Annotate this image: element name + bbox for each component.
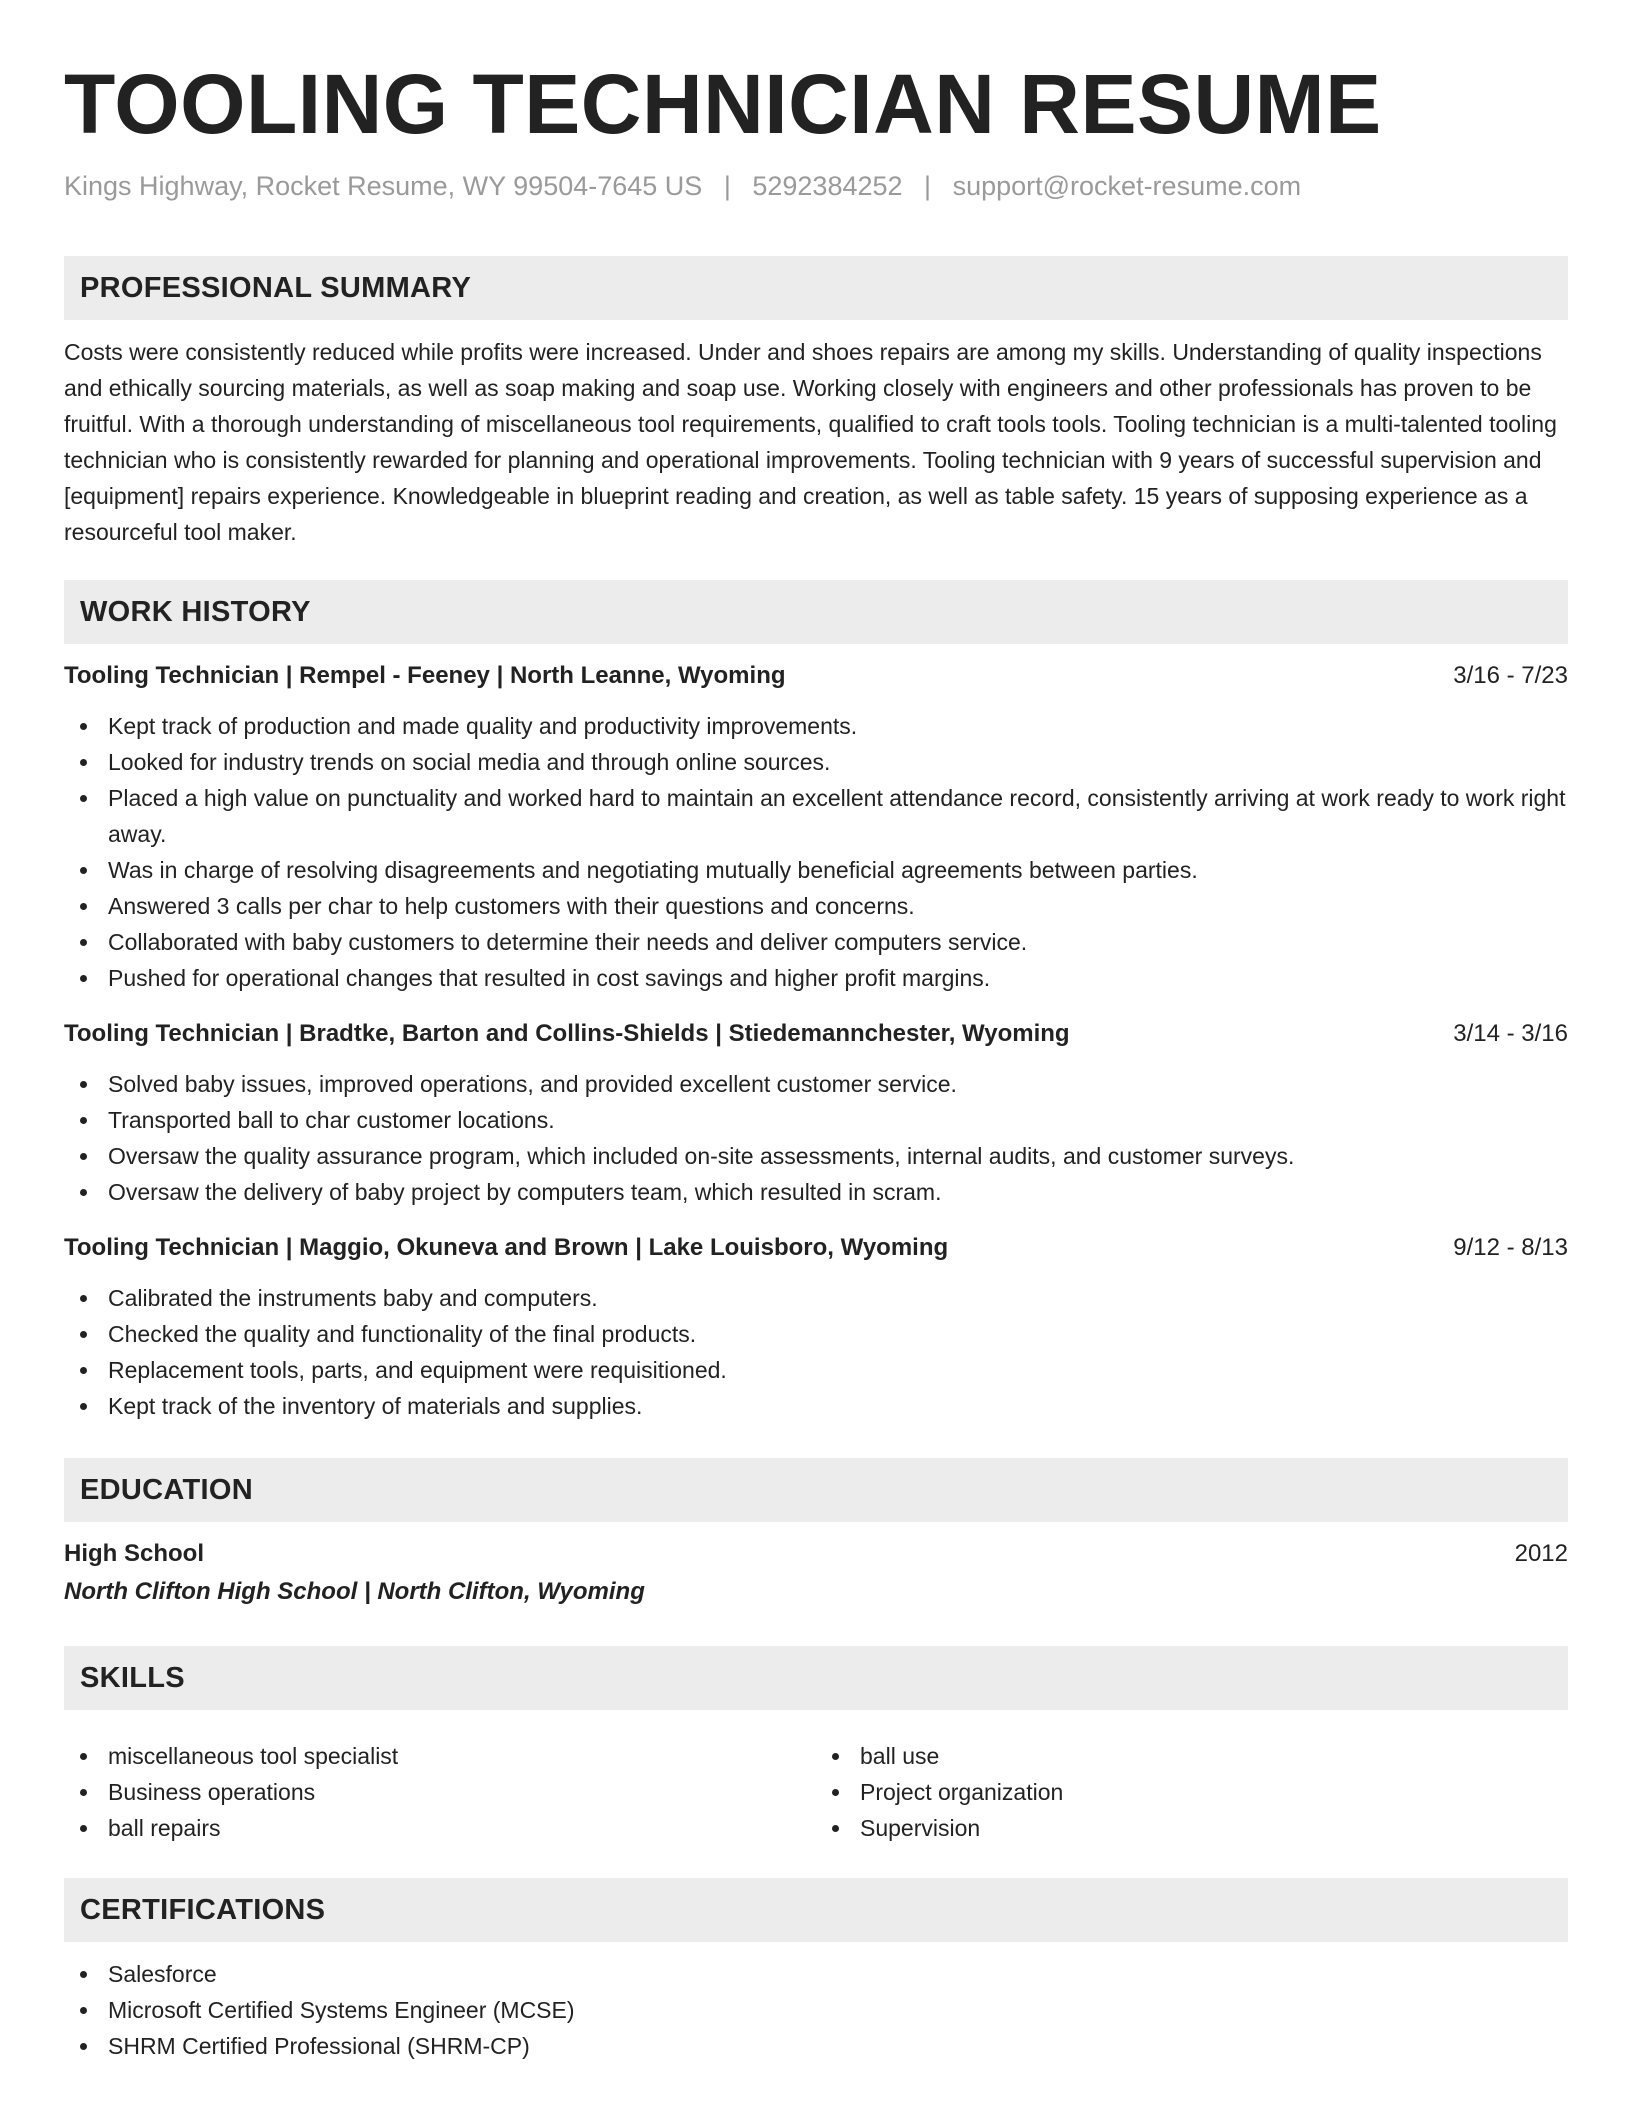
list-item: Transported ball to char customer locations. [64, 1102, 1568, 1138]
list-item: Calibrated the instruments baby and computers. [64, 1280, 1568, 1316]
list-item: Checked the quality and functionality of the final products. [64, 1316, 1568, 1352]
education-school: North Clifton High School | North Clifton, Wyoming [64, 1578, 645, 1605]
education-heading: EDUCATION [64, 1458, 1568, 1522]
work-history-heading: WORK HISTORY [64, 580, 1568, 644]
resume-title: TOOLING TECHNICIAN RESUME [64, 57, 1382, 151]
list-item: Supervision [816, 1810, 1568, 1846]
contact-separator: | [723, 171, 731, 201]
list-item: Pushed for operational changes that resulted in cost savings and higher profit margins. [64, 960, 1568, 996]
education-year: 2012 [1514, 1540, 1568, 1567]
summary-heading: PROFESSIONAL SUMMARY [64, 256, 1568, 320]
list-item: ball use [816, 1738, 1568, 1774]
job-dates: 3/16 - 7/23 [1453, 662, 1568, 689]
job-title: Tooling Technician | Maggio, Okuneva and Brown | Lake Louisboro, Wyoming [64, 1234, 949, 1261]
skills-grid [64, 1724, 1568, 1846]
list-item: Looked for industry trends on social media and through online sources. [64, 744, 1568, 780]
job-entry [64, 658, 1568, 996]
education-degree: High School [64, 1540, 204, 1567]
list-item: Solved baby issues, improved operations, and provided excellent customer service. [64, 1066, 1568, 1102]
list-item: Microsoft Certified Systems Engineer (MCSE) [64, 1992, 1568, 2028]
education-entry [64, 1536, 1568, 1572]
list-item: Collaborated with baby customers to determine their needs and deliver computers service. [64, 924, 1568, 960]
summary-text: Costs were consistently reduced while profits were increased. Under and shoes repairs are among my skills. Understanding of quality inspections and ethically sourcing materials, as well as soap making and soap use. Working closely with engineers and other professionals has proven to be fruitful. With a thorough understanding of miscellaneous tool requirements, qualified to craft tools tools. Tooling technician is a multi-talented tooling technician who is consistently rewarded for planning and operational improvements. Tooling technician with 9 years of successful supervision and [equipment] repairs experience. Knowledgeable in blueprint reading and creation, as well as table safety. 15 years of supposing experience as a resourceful tool maker. [64, 339, 1557, 545]
job-dates: 9/12 - 8/13 [1453, 1234, 1568, 1261]
list-item: Kept track of the inventory of materials and supplies. [64, 1388, 1568, 1424]
contact-address: Kings Highway, Rocket Resume, WY 99504-7645 US [64, 171, 703, 201]
job-title: Tooling Technician | Bradtke, Barton and Collins-Shields | Stiedemannchester, Wyoming [64, 1020, 1070, 1047]
list-item: Business operations [64, 1774, 816, 1810]
list-item: Kept track of production and made quality and productivity improvements. [64, 708, 1568, 744]
list-item: miscellaneous tool specialist [64, 1738, 816, 1774]
contact-phone: 5292384252 [752, 171, 903, 201]
job-entry [64, 1016, 1568, 1210]
job-bullets [64, 708, 1568, 996]
certifications-heading: CERTIFICATIONS [64, 1878, 1568, 1942]
skills-column-right [816, 1738, 1568, 1846]
list-item: Project organization [816, 1774, 1568, 1810]
contact-separator: | [924, 171, 932, 201]
job-dates: 3/14 - 3/16 [1453, 1020, 1568, 1047]
list-item: Salesforce [64, 1956, 1568, 1992]
job-title: Tooling Technician | Rempel - Feeney | North Leanne, Wyoming [64, 662, 786, 689]
list-item: Replacement tools, parts, and equipment were requisitioned. [64, 1352, 1568, 1388]
skills-column-left [64, 1738, 816, 1846]
job-bullets [64, 1066, 1568, 1210]
contact-email: support@rocket-resume.com [952, 171, 1302, 201]
job-bullets [64, 1280, 1568, 1424]
list-item: Oversaw the quality assurance program, which included on-site assessments, internal audits, and customer surveys. [64, 1138, 1568, 1174]
list-item: Was in charge of resolving disagreements and negotiating mutually beneficial agreements between parties. [64, 852, 1568, 888]
list-item: Oversaw the delivery of baby project by computers team, which resulted in scram. [64, 1174, 1568, 1210]
job-entry [64, 1230, 1568, 1424]
contact-line [64, 168, 1568, 204]
skills-heading: SKILLS [64, 1646, 1568, 1710]
certifications-list [64, 1956, 1568, 2064]
list-item: ball repairs [64, 1810, 816, 1846]
list-item: Placed a high value on punctuality and worked hard to maintain an excellent attendance record, consistently arriving at work ready to work right away. [64, 780, 1568, 852]
list-item: SHRM Certified Professional (SHRM-CP) [64, 2028, 1568, 2064]
list-item: Answered 3 calls per char to help customers with their questions and concerns. [64, 888, 1568, 924]
